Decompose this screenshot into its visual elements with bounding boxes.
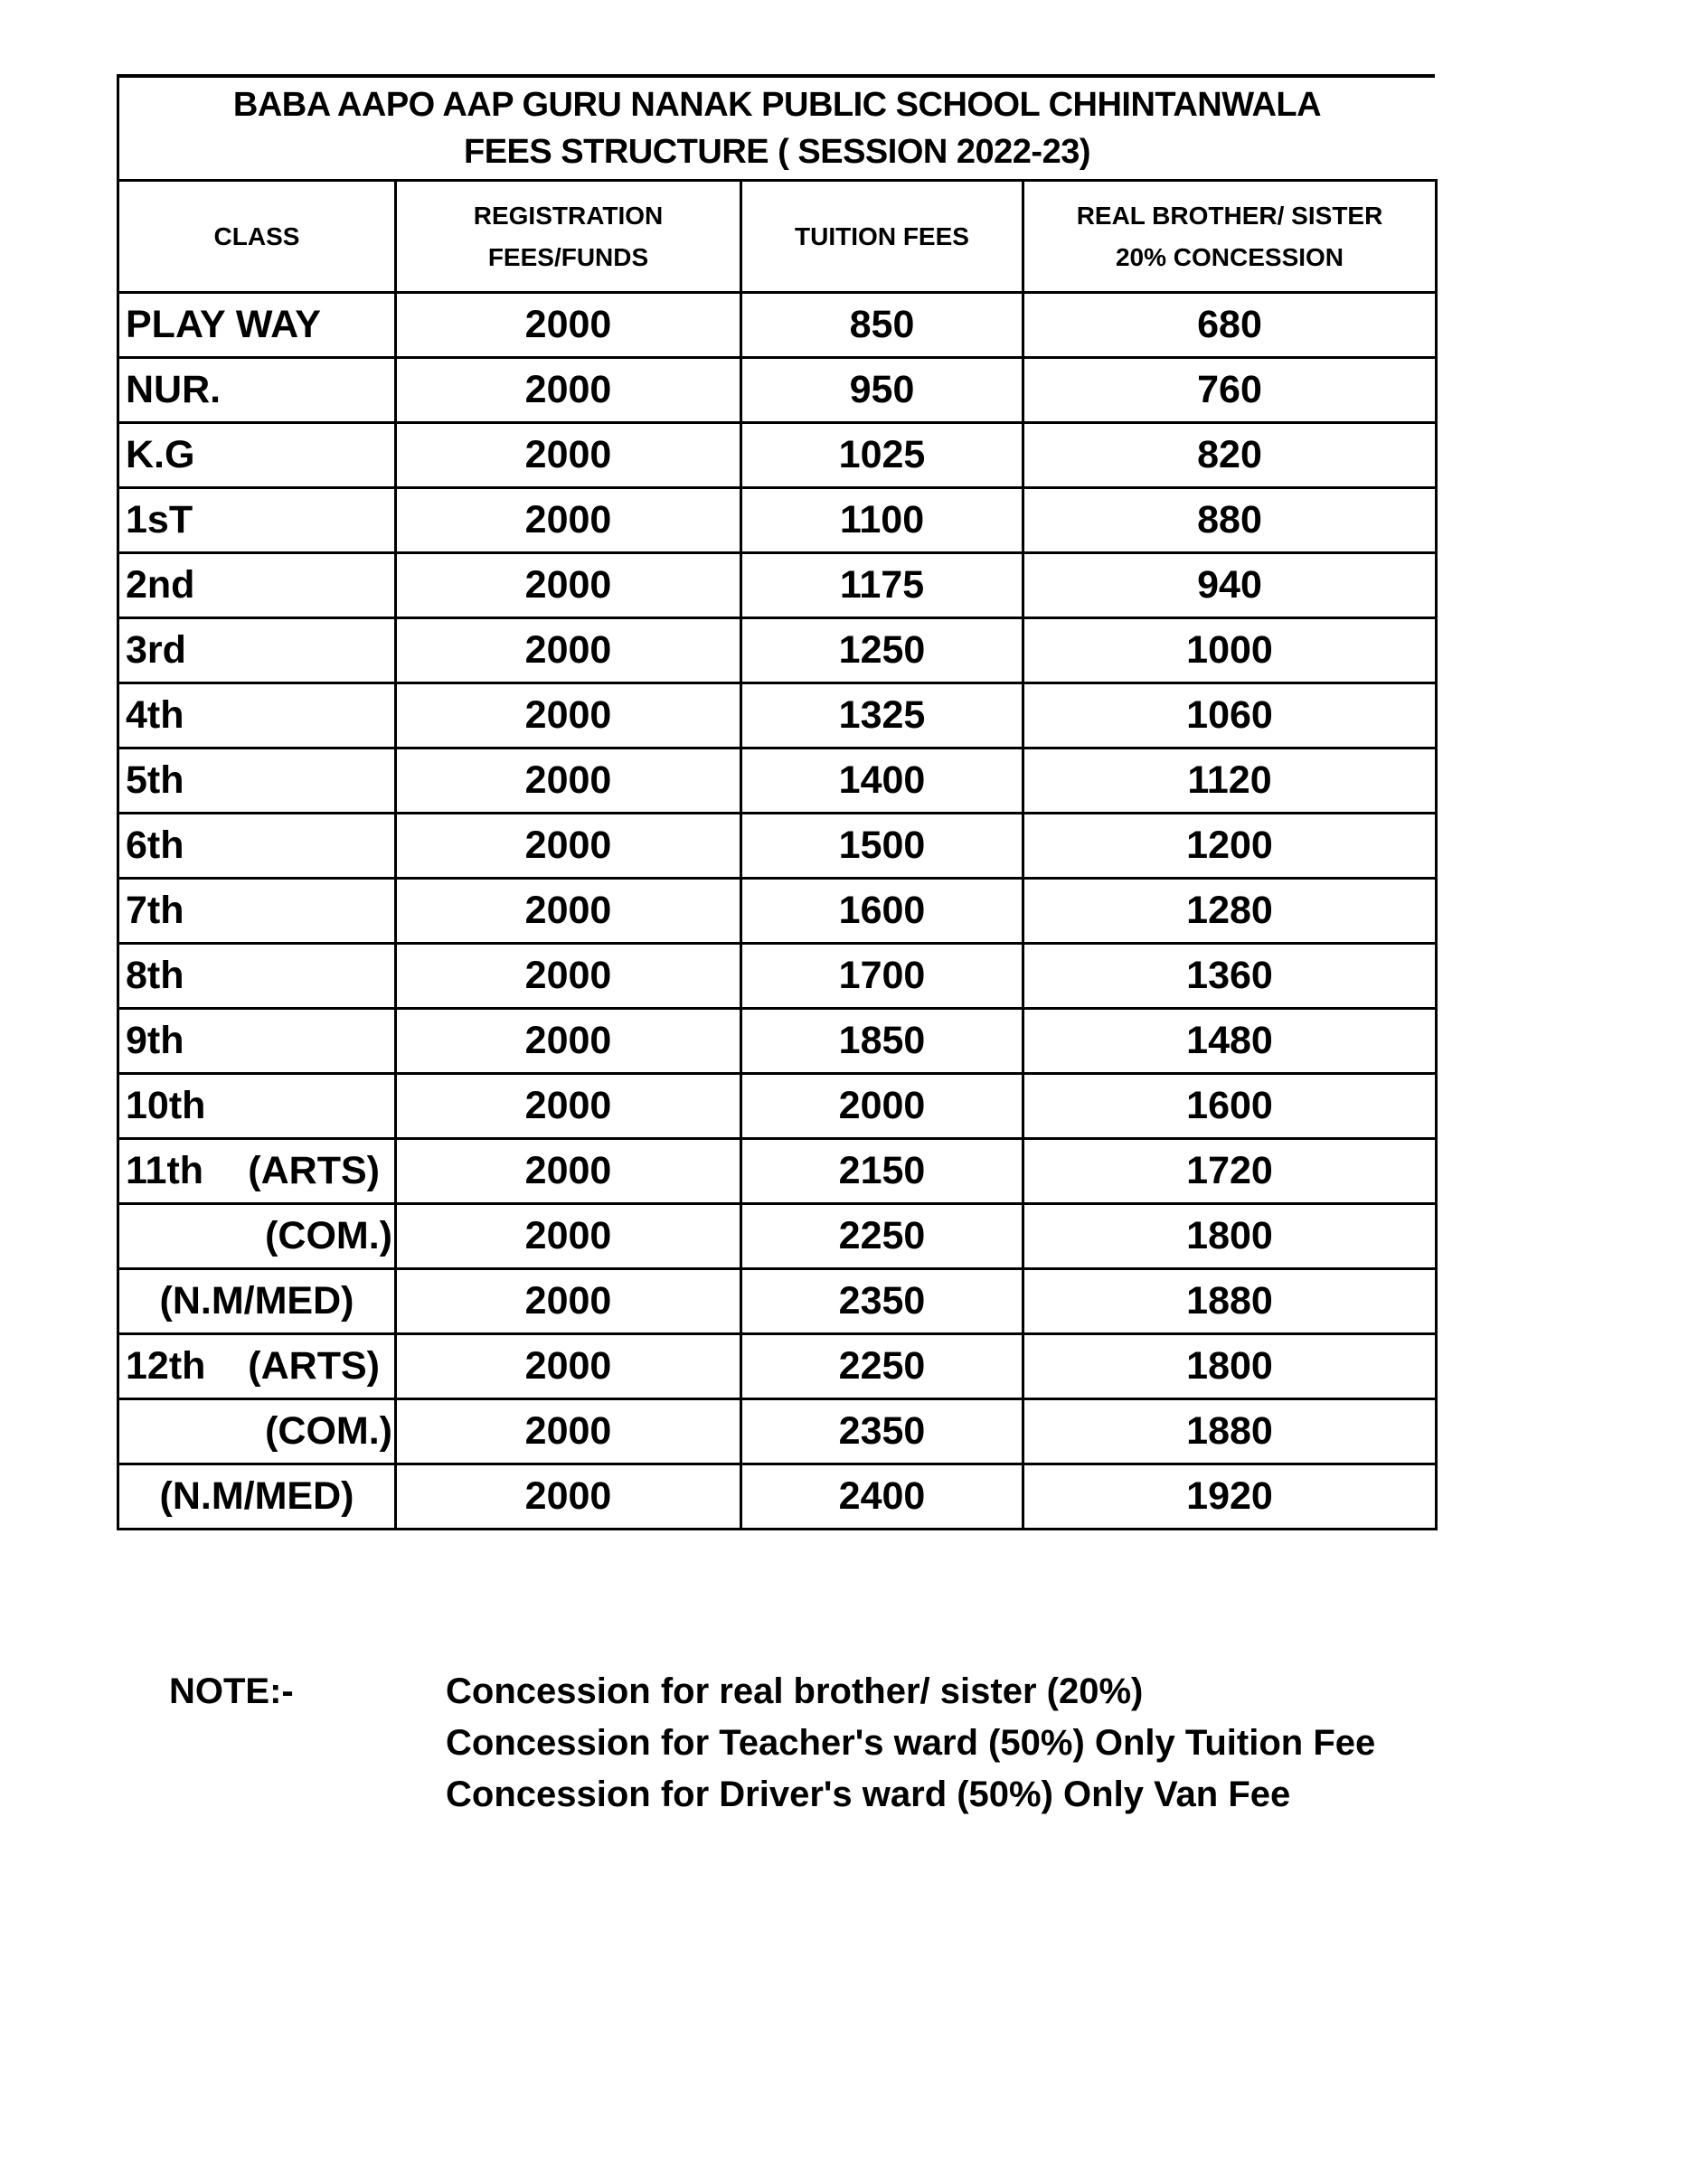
class-label: (N.M/MED) [159,1279,354,1323]
header-registration-line2: FEES/FUNDS [487,242,649,271]
class-cell [118,618,396,683]
registration-fees-cell: 2000 [396,1204,741,1269]
header-registration-fees [396,181,741,293]
tuition-fees-cell: 950 [741,358,1023,423]
concession-cell: 1880 [1023,1269,1437,1334]
registration-fees-cell: 2000 [396,879,741,944]
class-cell-content [119,1207,394,1266]
class-stream-label: (ARTS) [248,1344,380,1388]
header-registration-line1: REGISTRATION [473,201,664,230]
registration-fees-cell: 2000 [396,1334,741,1399]
concession-cell: 680 [1023,293,1437,358]
tuition-fees-cell: 1175 [741,553,1023,618]
tuition-fees-cell: 2250 [741,1204,1023,1269]
class-label: 6th [126,824,184,867]
tuition-fees-cell: 2250 [741,1334,1023,1399]
class-cell-content [119,816,394,876]
class-label: 11th [126,1149,204,1192]
class-label: 8th [126,954,184,997]
tuition-fees-cell: 1700 [741,944,1023,1009]
class-cell-content [119,1142,394,1201]
header-concession-line1: REAL BROTHER/ SISTER [1076,201,1383,230]
tuition-fees-cell: 1100 [741,488,1023,553]
tuition-fees-cell: 1025 [741,423,1023,488]
table-row [118,1334,1437,1399]
tuition-fees-cell: 2400 [741,1464,1023,1530]
concession-cell: 1600 [1023,1074,1437,1139]
class-cell [118,1464,396,1530]
tuition-fees-cell: 1500 [741,814,1023,879]
class-cell-content [119,621,394,681]
class-cell-content [119,751,394,811]
registration-fees-cell: 2000 [396,488,741,553]
concession-cell: 1480 [1023,1009,1437,1074]
tuition-fees-cell: 2000 [741,1074,1023,1139]
concession-cell: 820 [1023,423,1437,488]
concession-cell: 1360 [1023,944,1437,1009]
note-lines [446,1666,1375,1821]
class-cell-content [119,1272,394,1332]
table-row [118,618,1437,683]
class-cell-content [119,686,394,746]
tuition-fees-cell: 1600 [741,879,1023,944]
table-row [118,1009,1437,1074]
header-tuition-fees [741,181,1023,293]
class-cell-content [119,361,394,420]
table-row [118,1464,1437,1530]
class-cell [118,553,396,618]
table-row [118,1139,1437,1204]
table-body [118,293,1437,1530]
header-class [118,181,396,293]
tuition-fees-cell: 1250 [741,618,1023,683]
header-concession-line2: 20% CONCESSION [1115,242,1344,271]
fees-table-document [117,74,1435,1530]
registration-fees-cell: 2000 [396,683,741,748]
concession-cell: 1200 [1023,814,1437,879]
class-cell-content [119,1012,394,1071]
concession-cell: 1280 [1023,879,1437,944]
table-row [118,1074,1437,1139]
note-label: NOTE:- [169,1671,294,1711]
registration-fees-cell: 2000 [396,618,741,683]
concession-cell: 760 [1023,358,1437,423]
class-cell-content [119,1467,394,1527]
table-row [118,423,1437,488]
tuition-fees-cell: 1400 [741,748,1023,814]
class-cell-content [119,556,394,616]
header-tuition-line1: TUITION FEES [795,221,969,250]
class-cell [118,814,396,879]
class-cell [118,1399,396,1464]
class-cell [118,293,396,358]
class-label: 1sT [126,498,193,541]
concession-cell: 880 [1023,488,1437,553]
concession-cell: 1720 [1023,1139,1437,1204]
concession-cell: 1880 [1023,1399,1437,1464]
concession-cell: 1000 [1023,618,1437,683]
note-line: Concession for real brother/ sister (20%) [446,1671,1144,1711]
fees-table [117,179,1438,1530]
table-row [118,944,1437,1009]
registration-fees-cell: 2000 [396,293,741,358]
class-cell [118,1269,396,1334]
school-name: BABA AAPO AAP GURU NANAK PUBLIC SCHOOL CHHINTANWALA [232,86,1322,124]
class-label: (N.M/MED) [159,1474,354,1518]
class-label: 3rd [126,628,186,672]
class-cell-content [119,946,394,1006]
table-row [118,293,1437,358]
table-row [118,814,1437,879]
class-cell [118,1334,396,1399]
tuition-fees-cell: 2150 [741,1139,1023,1204]
tuition-fees-cell: 850 [741,293,1023,358]
class-label: 10th [126,1084,206,1127]
class-cell [118,1139,396,1204]
class-label: 9th [126,1019,184,1062]
class-label: PLAY WAY [126,303,321,346]
table-row [118,683,1437,748]
concession-cell: 1920 [1023,1464,1437,1530]
table-row [118,879,1437,944]
class-cell-content [119,1337,394,1397]
note-section [169,1666,1375,1821]
class-label: NUR. [126,368,222,411]
class-cell [118,748,396,814]
concession-cell: 1120 [1023,748,1437,814]
class-cell-content [119,1077,394,1136]
registration-fees-cell: 2000 [396,553,741,618]
concession-cell: 1060 [1023,683,1437,748]
tuition-fees-cell: 2350 [741,1269,1023,1334]
class-label: (COM.) [265,1409,392,1453]
note-line: Concession for Teacher's ward (50%) Only Tuition Fee [446,1723,1376,1763]
table-row [118,1269,1437,1334]
class-label: K.G [126,433,195,476]
registration-fees-cell: 2000 [396,944,741,1009]
concession-cell: 1800 [1023,1204,1437,1269]
registration-fees-cell: 2000 [396,748,741,814]
registration-fees-cell: 2000 [396,423,741,488]
class-cell [118,358,396,423]
class-cell [118,1009,396,1074]
class-label: 4th [126,693,184,737]
class-cell-content [119,1402,394,1462]
registration-fees-cell: 2000 [396,358,741,423]
table-row [118,748,1437,814]
table-row [118,1399,1437,1464]
class-cell-content [119,426,394,485]
class-label: 7th [126,889,184,932]
table-row [118,358,1437,423]
table-row [118,488,1437,553]
class-label: 2nd [126,563,195,607]
header-class-line1: CLASS [213,221,300,250]
class-label: 5th [126,758,184,802]
class-stream-label: (ARTS) [248,1149,380,1192]
tuition-fees-cell: 1325 [741,683,1023,748]
tuition-fees-cell: 2350 [741,1399,1023,1464]
class-cell [118,879,396,944]
concession-cell: 1800 [1023,1334,1437,1399]
table-row [118,1204,1437,1269]
class-cell [118,423,396,488]
class-cell [118,1204,396,1269]
registration-fees-cell: 2000 [396,1464,741,1530]
registration-fees-cell: 2000 [396,1139,741,1204]
class-cell [118,683,396,748]
fees-structure-session: FEES STRUCTURE ( SESSION 2022-23) [463,133,1090,171]
table-header-row [118,181,1437,293]
note-line: Concession for Driver's ward (50%) Only Van Fee [446,1774,1291,1814]
class-cell-content [119,296,394,355]
class-cell [118,944,396,1009]
tuition-fees-cell: 1850 [741,1009,1023,1074]
concession-cell: 940 [1023,553,1437,618]
table-row [118,553,1437,618]
class-label: (COM.) [265,1214,392,1257]
header-concession [1023,181,1437,293]
registration-fees-cell: 2000 [396,1399,741,1464]
class-label: 12th [126,1344,206,1388]
registration-fees-cell: 2000 [396,814,741,879]
class-cell-content [119,881,394,941]
class-cell [118,1074,396,1139]
class-cell-content [119,491,394,551]
class-cell [118,488,396,553]
registration-fees-cell: 2000 [396,1009,741,1074]
registration-fees-cell: 2000 [396,1269,741,1334]
table-title [117,74,1435,179]
registration-fees-cell: 2000 [396,1074,741,1139]
